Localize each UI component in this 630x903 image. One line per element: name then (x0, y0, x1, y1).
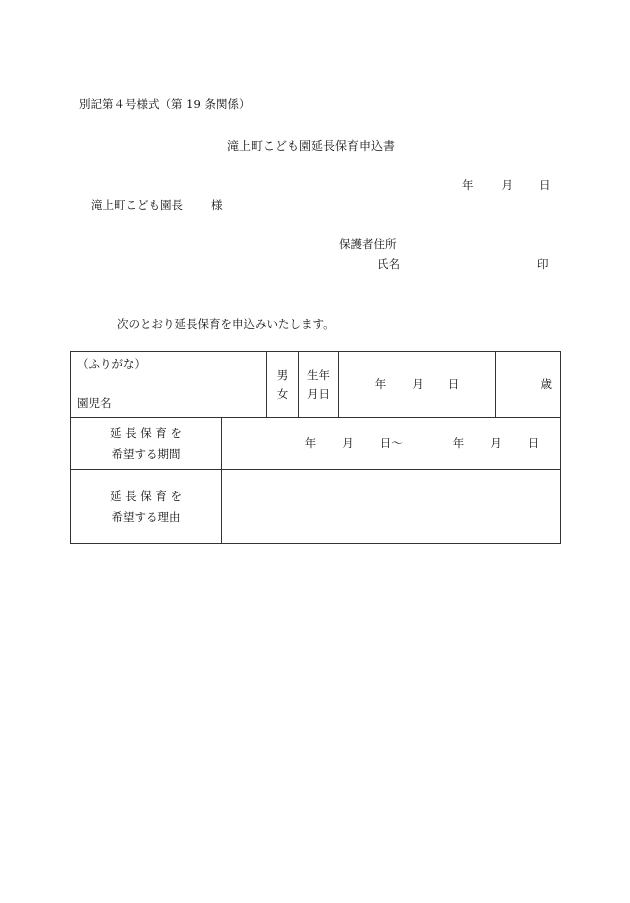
child-info-row (71, 352, 561, 418)
period-row (71, 418, 561, 470)
reason-label-cell (71, 470, 222, 544)
guardian-address-label: 保護者住所 (339, 237, 397, 251)
age-unit: 歳 (540, 377, 552, 391)
application-form-table (70, 351, 561, 544)
date-day: 日 (539, 178, 551, 192)
seal-mark: 印 (537, 257, 549, 271)
period-to-day: 日 (527, 436, 540, 450)
birth-label-2: 月日 (307, 386, 330, 401)
date-year: 年 (462, 178, 474, 192)
period-label-1: 延 長 保 育 を (109, 425, 183, 440)
furigana-label: （ふりがな） (77, 357, 146, 371)
gender-female: 女 (276, 386, 289, 401)
gender-cell[interactable] (267, 352, 299, 418)
period-label-cell (71, 418, 222, 470)
birth-date-label-cell (299, 352, 339, 418)
date-month: 月 (501, 178, 513, 192)
period-from-year: 年 (304, 436, 317, 450)
reason-label-1: 延 長 保 育 を (109, 488, 183, 503)
addressee-name: 滝上町こども園長 (91, 198, 183, 212)
application-date (462, 177, 551, 193)
period-label-2: 希望する期間 (111, 446, 181, 461)
reason-row (71, 470, 561, 544)
birth-day: 日 (447, 377, 460, 391)
reason-label-2: 希望する理由 (111, 509, 181, 524)
document-title: 滝上町こども園延長保育申込書 (227, 139, 396, 153)
period-from-day: 日～ (379, 436, 403, 450)
child-name-label: 園児名 (77, 396, 112, 410)
birth-month: 月 (412, 377, 424, 391)
gender-male: 男 (276, 367, 289, 382)
form-number: 別記第４号様式（第 19 条関係） (79, 97, 251, 111)
guardian-name-label: 氏名 (377, 257, 400, 271)
period-to-month: 月 (490, 436, 502, 450)
period-to-year: 年 (452, 436, 465, 450)
addressee (91, 197, 223, 213)
child-name-cell[interactable] (71, 352, 267, 418)
birth-date-cell[interactable] (339, 352, 496, 418)
addressee-honorific: 様 (211, 198, 223, 212)
application-statement: 次のとおり延長保育を申込みいたします。 (117, 317, 335, 331)
birth-year: 年 (374, 377, 387, 391)
reason-value-cell[interactable] (222, 470, 561, 544)
age-cell[interactable] (496, 352, 561, 418)
birth-label-1: 生年 (307, 367, 330, 382)
period-value-cell[interactable] (222, 418, 561, 470)
period-from-month: 月 (342, 436, 354, 450)
